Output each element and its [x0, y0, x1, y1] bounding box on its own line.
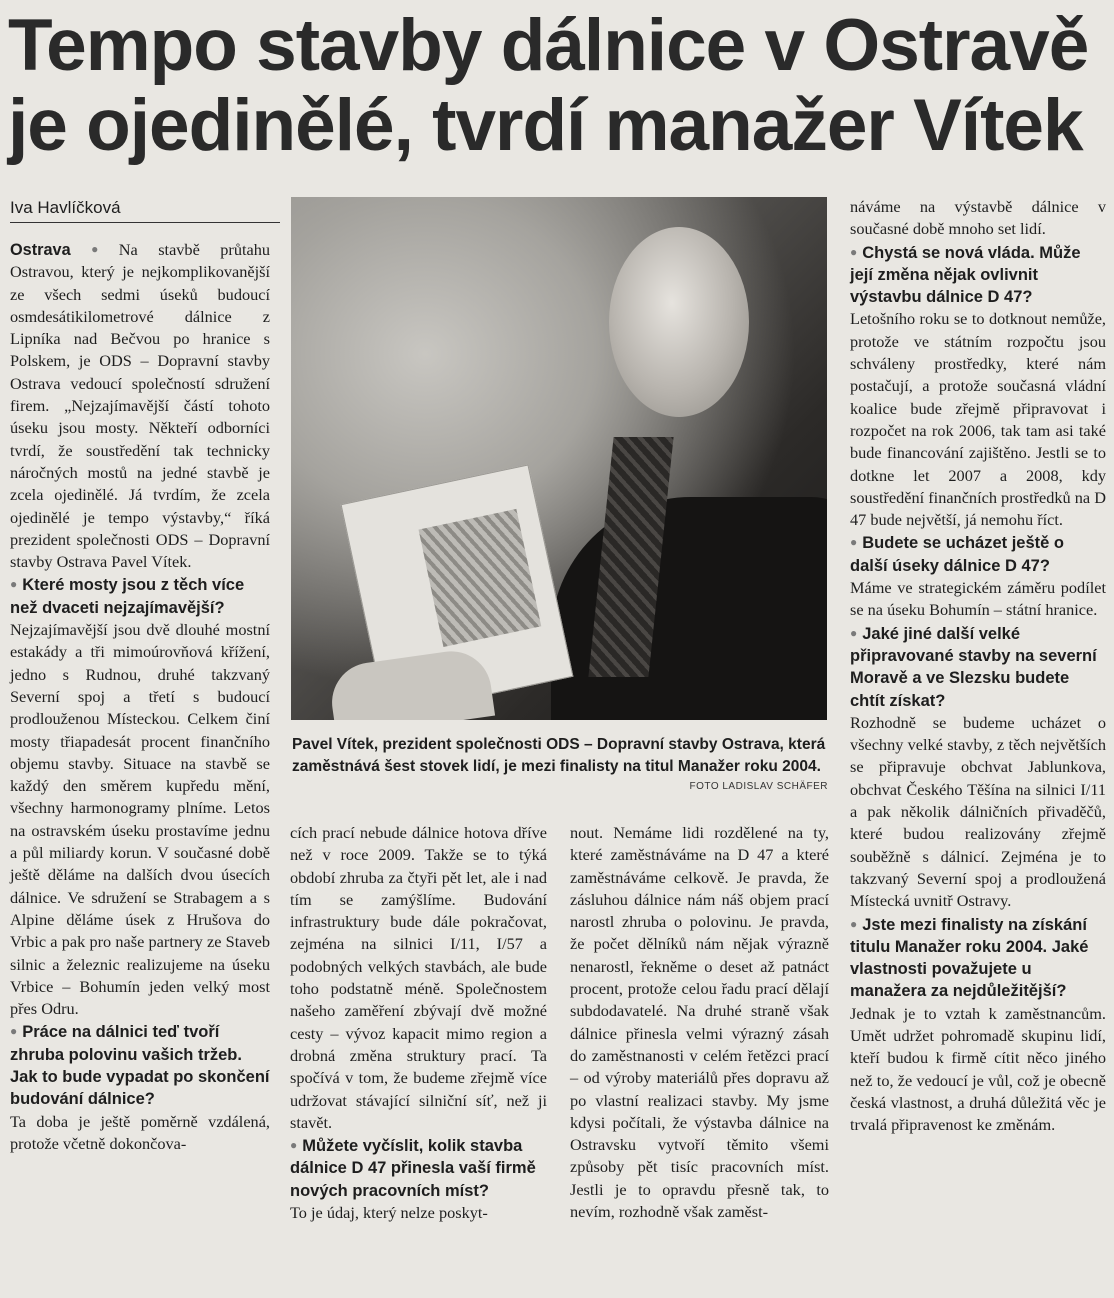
bullet-dot-icon: ●	[10, 577, 18, 592]
question-3: ● Můžete vyčíslit, kolik stavba dálnice D 47 přinesla vaší firmě nových pracovních míst?	[290, 1137, 536, 1200]
intro-text: Na stavbě průtahu Ostravou, který je nejkomplikovanější ze všech sedmi úseků budoucí osmdesátikilometrové dálnice z Lipníka nad Bečvou po hranice s Polskem, je ODS – Dopravní stavby Ostrava vedoucí společností sdružení firem. „Nejzajímavější částí tohoto úseku jsou mosty. Někteří odborníci tvrdí, že soustředění tak technicky náročných mostů na jedné stavbě je zcela ojedinělé. Já tvrdím, že zcela ojedinělé je tempo výstavby,“ říká prezident společnosti ODS – Dopravní stavby Ostrava Pavel Vítek.	[10, 240, 270, 572]
answer-3-part-1: To je údaj, který nelze poskyt-	[290, 1203, 488, 1223]
answer-2-part-1: Ta doba je ještě poměrně vzdálená, protože včetně dokončova-	[10, 1111, 270, 1153]
bullet-dot-icon: ●	[850, 244, 858, 259]
question-7: ● Jste mezi finalisty na získání titulu Manažer roku 2004. Jaké vlastnosti považujete u manažera za nejdůležitější?	[850, 915, 1089, 1001]
answer-3-part-2: nout. Nemáme lidi rozdělené na ty, které zaměstnáváme na D 47 a které zaměstnáváme celkově. Je pravda, že zásluhou dálnice nám náš objem prací narostl zhruba o polovinu. Je pravda, že počet dělníků nám nějak výrazně nenarostl, řekněme o deset až patnáct procent, protože celou řadu prací dělají subdodavatelé. Na druhé straně však dálnice přinesla velmi výrazný zásah do zaměstnanosti v celém řetězci prací – od výroby materiálů přes dopravu až po vlastní realizaci stavby. My jsme kdysi počítali, že výstavba dálnice na Ostravsku vytvoří těmito všemi způsoby pět tisíc pracovních míst. Jestli je to opravdu přesně tak, to nevím, rozhodně však zaměst-	[570, 823, 829, 1222]
article-column-3	[570, 822, 829, 1223]
intro-paragraph	[10, 238, 270, 573]
answer-1: Nejzajímavější jsou dvě dlouhé mostní estakády a tři mimoúrovňová křížení, jedno s Rudnou, druhé takzvaný Severní spoj a třetí s budoucí prodlouženou Místeckou. Celkem činí mosty třiapadesát procent finančního objemu stavby. Situace na stavbě se každý den směrem kupředu mění, všechny harmonogramy plníme. Letos na ostravském úseku prostavíme jednu a půl miliardy korun. V současné době ještě děláme na dalších dvou úsecích dálnice. Ve sdružení se Strabagem a s Alpine děláme úsek z Hrušova do Vrbic a pak pro naše partnery ze Staveb silnic a železnic realizujeme na úseku Vrbice – Bohumín jeden velký most přes Odru.	[10, 620, 270, 1019]
bullet-dot-icon: ●	[850, 625, 858, 640]
question-2: ● Práce na dálnici teď tvoří zhruba polovinu vašich tržeb. Jak to bude vypadat po skončení budování dálnice?	[10, 1023, 270, 1109]
photo-credit: FOTO LADISLAV SCHÄFER	[689, 781, 828, 792]
answer-4: Letošního roku se to dotknout nemůže, protože ve státním rozpočtu jsou schváleny prostředky, které nám postačují, a protože současná vládní koalice bude zřejmě připravovat i rozpočet na rok 2006, tak tam asi také bude financování zajištěno. Jestli se to dotkne let 2007 a 2008, kdy soustředění finančních prostředků na D 47 bude největší, já nemohu říct.	[850, 309, 1106, 530]
bullet-dot-icon: ●	[290, 1138, 298, 1153]
portrait-photo	[291, 197, 827, 720]
question-1: ● Které mosty jsou z těch více než dvaceti nejzajímavější?	[10, 576, 245, 617]
article-column-1	[10, 238, 270, 1155]
answer-2-part-2: cích prací nebude dálnice hotova dříve než v roce 2009. Takže se to týká období zhruba za čtyři pět let, ale i nad tím se zamýšlíme. Budování infrastruktury bude dále pokračovat, zejména na silnici I/11, I/57 a podobných velkých stavbách, ale bude toho podstatně méně. Společnostem našeho zaměření zbývají dvě možné cesty – vývoz kapacit mimo region a drobná změna struktury prací. Ta spočívá v tom, že budeme zřejmě více udržovat stávající silniční síť, než ji stavět.	[290, 823, 547, 1132]
question-6: ● Jaké jiné další velké připravované stavby na severní Moravě a ve Slezsku budete chtít získat?	[850, 624, 1097, 710]
question-4: ● Chystá se nová vláda. Může její změna nějak ovlivnit výstavbu dálnice D 47?	[850, 243, 1081, 307]
author-byline: Iva Havlíčková	[10, 197, 280, 223]
photo-caption: Pavel Vítek, prezident společnosti ODS – Dopravní stavby Ostrava, která zaměstnává šest stovek lidí, je mezi finalisty na titul Manažer roku 2004.	[292, 736, 826, 775]
bullet-dot-icon: ●	[850, 535, 858, 550]
headline-line-1: Tempo stavby dálnice v Ostravě	[8, 5, 1089, 86]
answer-6: Rozhodně se budeme ucházet o všechny velké stavby, z těch největších se připravuje obchvat Jablunkova, obchvat Českého Těšína na silnici I/11 a pak několik dálničních přivaděčů, které budou realizovány zřejmě souběžně s dálnicí. Zejména je to takzvaný Severní spoj a prodloužená Místecká uvnitř Ostravy.	[850, 712, 1106, 911]
article-column-2	[290, 822, 547, 1224]
headline	[8, 6, 1108, 166]
headline-line-2: je ojedinělé, tvrdí manažer Vítek	[8, 85, 1083, 166]
bullet-dot-icon: ●	[91, 242, 115, 256]
answer-5: Máme ve strategickém záměru podílet se na úseku Bohumín – státní hranice.	[850, 578, 1106, 620]
article-column-4	[850, 196, 1106, 1136]
bullet-dot-icon: ●	[850, 916, 858, 931]
bullet-dot-icon: ●	[10, 1024, 18, 1039]
answer-7: Jednak je to vztah k zaměstnancům. Umět udržet pohromadě skupinu lidí, kteří budou k firmě cítit něco jiného než to, že vedoucí je vůl, což je obecně česká vlastnost, a druhá důležitá věc je trvalá připravenost ke změnám.	[850, 1003, 1106, 1135]
answer-3-part-3: náváme na výstavbě dálnice v současné době mnoho set lidí.	[850, 197, 1106, 239]
dateline-place: Ostrava	[10, 241, 71, 259]
question-5: ● Budete se ucházet ještě o další úseky dálnice D 47?	[850, 534, 1064, 575]
